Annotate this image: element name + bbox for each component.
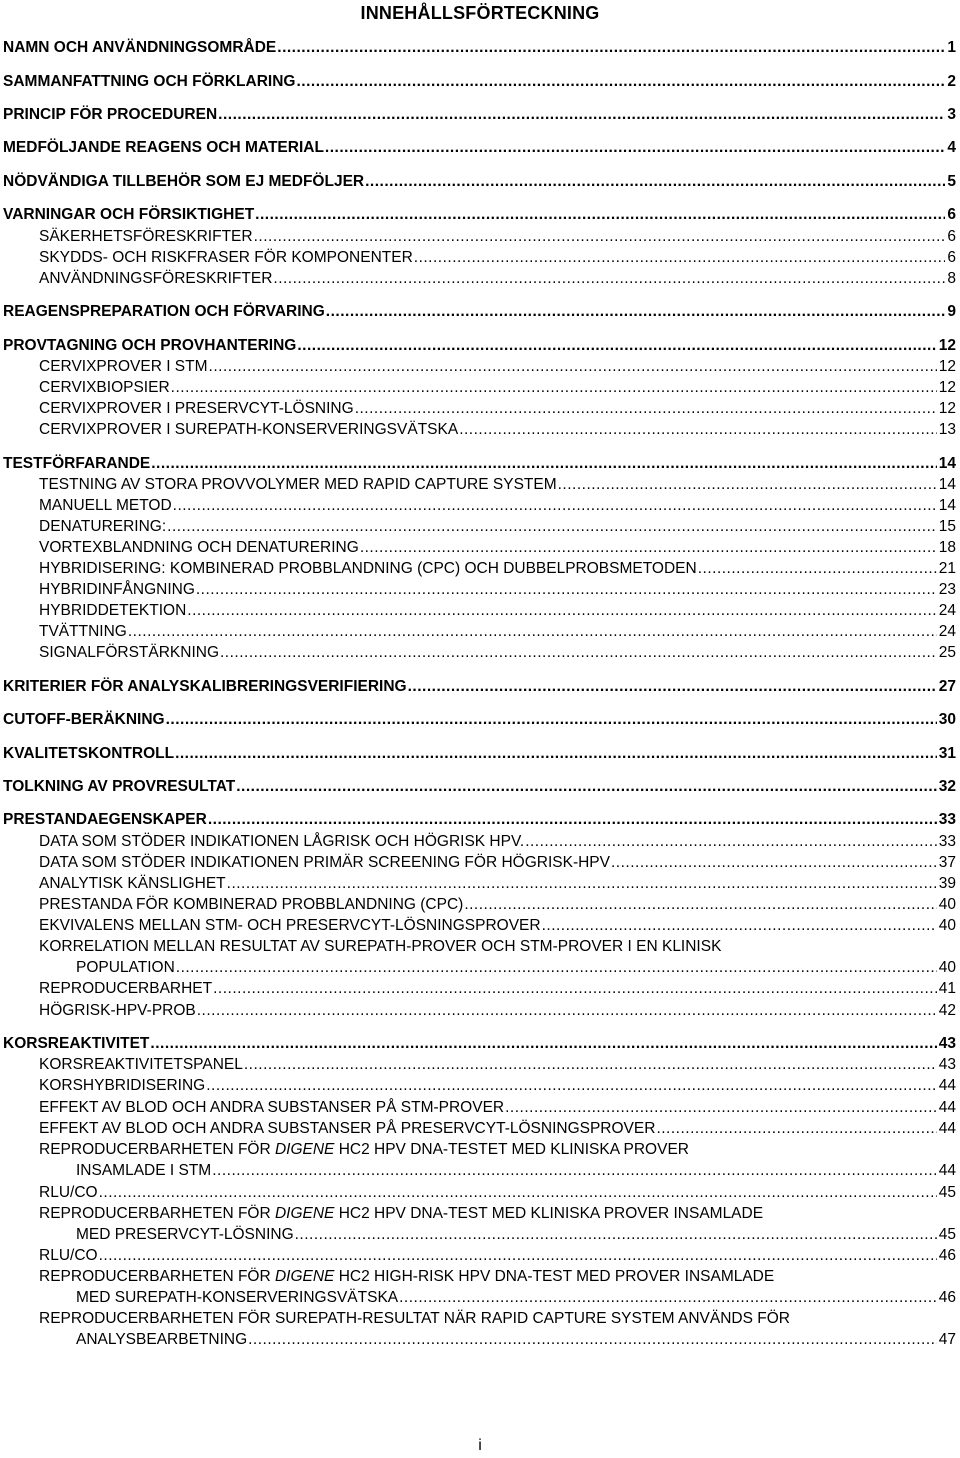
toc-entry-title: KORSREAKTIVITET	[3, 1035, 150, 1052]
toc-leader-dots	[611, 852, 937, 873]
page-title: INNEHÅLLSFÖRTECKNING	[360, 3, 600, 23]
toc-page-number: 40	[938, 896, 956, 913]
toc-page-number: 30	[938, 711, 956, 728]
toc-leader-dots	[173, 495, 937, 516]
toc-entry[interactable]	[3, 743, 956, 764]
toc-entry-title: KORSREAKTIVITETSPANEL	[39, 1056, 243, 1073]
toc-entry[interactable]	[39, 537, 956, 558]
toc-page-number: 6	[947, 206, 956, 223]
toc-entry[interactable]	[39, 558, 956, 579]
toc-page-number: 27	[938, 678, 956, 695]
toc-page-number: 45	[938, 1226, 956, 1243]
toc-page-number: 31	[938, 745, 956, 762]
toc-leader-dots	[414, 247, 946, 268]
toc-leader-dots	[296, 71, 945, 92]
toc-page-number: 42	[938, 1002, 956, 1019]
toc-leader-dots	[128, 621, 937, 642]
toc-leader-dots	[254, 226, 946, 247]
toc-entry-title: REPRODUCERBARHETEN FÖR SUREPATH-RESULTAT NÄR RAPID CAPTURE SYSTEM ANVÄNDS FÖR	[39, 1310, 790, 1327]
toc-leader-dots	[99, 1182, 937, 1203]
toc-entry[interactable]	[3, 171, 956, 192]
toc-leader-dots	[206, 1075, 937, 1096]
toc-leader-dots	[151, 453, 937, 474]
toc-leader-dots	[297, 335, 936, 356]
page-footer-number: i	[478, 1437, 482, 1454]
toc-page-number: 8	[947, 270, 956, 287]
toc-entry-title: CERVIXPROVER I PRESERVCYT-LÖSNING	[39, 400, 354, 417]
toc-entry[interactable]	[39, 226, 956, 247]
toc-entry-title: CERVIXPROVER I STM	[39, 358, 208, 375]
toc-entry[interactable]	[39, 1118, 956, 1139]
toc-entry-title: ANALYSBEARBETNING	[76, 1331, 248, 1348]
toc-leader-dots	[355, 398, 937, 419]
toc-leader-dots	[248, 1329, 937, 1350]
toc-entry[interactable]	[3, 809, 956, 830]
toc-page-number: 44	[938, 1099, 956, 1116]
toc-entry[interactable]	[39, 1097, 956, 1118]
toc-page-number: 1	[947, 39, 956, 56]
toc-page-number: 43	[938, 1035, 956, 1052]
toc-entry[interactable]	[39, 1203, 956, 1245]
toc-entry-title: POPULATION	[76, 959, 175, 976]
toc-entry[interactable]	[39, 1139, 956, 1181]
toc-entry[interactable]	[39, 495, 956, 516]
toc-entry-title: VARNINGAR OCH FÖRSIKTIGHET	[3, 206, 255, 223]
toc-entry-title: INSAMLADE I STM	[76, 1162, 212, 1179]
toc-page-number: 3	[947, 106, 956, 123]
toc-entry[interactable]	[39, 247, 956, 268]
toc-page-number: 37	[938, 854, 956, 871]
toc-page-number: 46	[938, 1289, 956, 1306]
toc-page-number: 14	[938, 497, 956, 514]
toc-entry[interactable]	[39, 915, 956, 936]
toc-entry[interactable]	[39, 894, 956, 915]
toc-entry-title: MEDFÖLJANDE REAGENS OCH MATERIAL	[3, 139, 324, 156]
toc-entry-title: DENATURERING:	[39, 518, 167, 535]
toc-entry-title: PRESTANDAEGENSKAPER	[3, 811, 207, 828]
toc-leader-dots	[236, 776, 937, 797]
toc-entry[interactable]	[3, 1033, 956, 1054]
toc-page-number: 41	[938, 980, 956, 997]
toc-entry-title: SKYDDS- OCH RISKFRASER FÖR KOMPONENTER	[39, 249, 413, 266]
toc-entry-title: EKVIVALENS MELLAN STM- OCH PRESERVCYT-LÖSNINGSPROVER	[39, 917, 541, 934]
toc-leader-dots	[558, 474, 937, 495]
toc-leader-dots	[277, 37, 945, 58]
toc-page-number: 21	[938, 560, 956, 577]
toc-entry[interactable]	[39, 1054, 956, 1075]
toc-entry[interactable]	[3, 776, 956, 797]
toc-entry-title: EFFEKT AV BLOD OCH ANDRA SUBSTANSER PÅ STM-PROVER	[39, 1099, 505, 1116]
toc-entry-title: KVALITETSKONTROLL	[3, 745, 175, 762]
toc-entry-title: SIGNALFÖRSTÄRKNING	[39, 644, 219, 661]
toc-entry-title: CERVIXPROVER I SUREPATH-KONSERVERINGSVÄTSKA	[39, 421, 459, 438]
toc-leader-dots	[175, 743, 937, 764]
toc-entry-title: RLU/CO	[39, 1247, 98, 1264]
toc-page-number: 47	[938, 1331, 956, 1348]
toc-entry[interactable]	[39, 474, 956, 495]
toc-entry[interactable]	[39, 579, 956, 600]
toc-entry[interactable]	[39, 377, 956, 398]
toc-leader-dots	[220, 642, 937, 663]
toc-entry-title: EFFEKT AV BLOD OCH ANDRA SUBSTANSER PÅ PRESERVCYT-LÖSNINGSPROVER	[39, 1120, 656, 1137]
toc-page-number: 39	[938, 875, 956, 892]
toc-entry-title: RLU/CO	[39, 1184, 98, 1201]
toc-entry[interactable]	[39, 936, 956, 978]
toc-entry-title: KRITERIER FÖR ANALYSKALIBRERINGSVERIFIERING	[3, 678, 407, 695]
toc-leader-dots	[525, 831, 937, 852]
toc-leader-dots	[360, 537, 937, 558]
toc-page-number: 13	[938, 421, 956, 438]
toc-leader-dots	[209, 356, 937, 377]
toc-entry[interactable]	[39, 1266, 956, 1308]
toc-entry-title: SAMMANFATTNING OCH FÖRKLARING	[3, 73, 296, 90]
toc-leader-dots	[150, 1033, 936, 1054]
toc-leader-dots	[399, 1287, 937, 1308]
toc-page-number: 2	[947, 73, 956, 90]
toc-entry[interactable]	[39, 516, 956, 537]
toc-entry[interactable]	[39, 268, 956, 289]
toc-page-number: 40	[938, 917, 956, 934]
toc-leader-dots	[408, 676, 937, 697]
toc-page-number: 9	[947, 303, 956, 320]
toc-entry[interactable]	[39, 852, 956, 873]
toc-page-number: 6	[947, 228, 956, 245]
toc-entry-title: MANUELL METOD	[39, 497, 172, 514]
toc-entry[interactable]	[39, 873, 956, 894]
toc-leader-dots	[505, 1097, 937, 1118]
toc-page-number: 12	[938, 358, 956, 375]
toc-leader-dots	[196, 579, 937, 600]
toc-entry-title: REPRODUCERBARHETEN FÖR DIGENE HC2 HPV DNA-TESTET MED KLINISKA PROVER	[39, 1141, 689, 1158]
toc-page-number: 12	[938, 379, 956, 396]
toc-leader-dots	[698, 558, 937, 579]
toc-leader-dots	[656, 1118, 936, 1139]
toc-entry[interactable]	[3, 204, 956, 225]
toc-entry-title: DATA SOM STÖDER INDIKATIONEN LÅGRISK OCH HÖGRISK HPV.	[39, 833, 525, 850]
toc-page-number: 12	[938, 400, 956, 417]
toc-page-number: 46	[938, 1247, 956, 1264]
toc-entry-title: TESTFÖRFARANDE	[3, 455, 151, 472]
toc-entry-title: SÄKERHETSFÖRESKRIFTER	[39, 228, 253, 245]
toc-entry-title: TOLKNING AV PROVRESULTAT	[3, 778, 236, 795]
toc-entry[interactable]	[3, 453, 956, 474]
toc-entry[interactable]	[3, 104, 956, 125]
toc-entry-title: PRINCIP FÖR PROCEDUREN	[3, 106, 218, 123]
toc-page-number: 24	[938, 623, 956, 640]
toc-entry[interactable]	[3, 71, 956, 92]
toc-entry-title: PROVTAGNING OCH PROVHANTERING	[3, 337, 297, 354]
toc-leader-dots	[171, 377, 937, 398]
toc-entry-title: ANVÄNDNINGSFÖRESKRIFTER	[39, 270, 273, 287]
toc-entry-title: DATA SOM STÖDER INDIKATIONEN PRIMÄR SCREENING FÖR HÖGRISK-HPV	[39, 854, 610, 871]
toc-page-number: 44	[938, 1077, 956, 1094]
toc-entry-title: REPRODUCERBARHETEN FÖR DIGENE HC2 HPV DNA-TEST MED KLINISKA PROVER INSAMLADE	[39, 1205, 764, 1222]
toc-entry-title: NAMN OCH ANVÄNDNINGSOMRÅDE	[3, 39, 277, 56]
toc-entry[interactable]	[39, 419, 956, 440]
toc-leader-dots	[187, 600, 936, 621]
toc-entry-title: HÖGRISK-HPV-PROB	[39, 1002, 196, 1019]
toc-leader-dots	[176, 957, 937, 978]
toc-leader-dots	[365, 171, 945, 192]
toc-entry[interactable]	[39, 621, 956, 642]
toc-leader-dots	[212, 1160, 937, 1181]
toc-entry[interactable]	[3, 37, 956, 58]
toc-page-number: 24	[938, 602, 956, 619]
toc-leader-dots	[167, 516, 937, 537]
toc-page-number: 6	[947, 249, 956, 266]
toc-page-number: 14	[938, 476, 956, 493]
toc-entry-title: KORRELATION MELLAN RESULTAT AV SUREPATH-PROVER OCH STM-PROVER I EN KLINISK	[39, 938, 722, 955]
toc-entry[interactable]	[3, 301, 956, 322]
toc-leader-dots	[459, 419, 937, 440]
toc-page-number: 18	[938, 539, 956, 556]
toc-entry[interactable]	[39, 1245, 956, 1266]
toc-page-number: 5	[947, 173, 956, 190]
toc-page-number: 44	[938, 1162, 956, 1179]
toc-entry-title: TESTNING AV STORA PROVVOLYMER MED RAPID CAPTURE SYSTEM	[39, 476, 557, 493]
toc-page-number: 23	[938, 581, 956, 598]
toc-entry-title: CERVIXBIOPSIER	[39, 379, 170, 396]
toc-entry[interactable]	[39, 1182, 956, 1203]
toc-page-number: 12	[938, 337, 956, 354]
toc-entry-title: REAGENSPREPARATION OCH FÖRVARING	[3, 303, 325, 320]
toc-leader-dots	[295, 1224, 937, 1245]
toc-entry-title: CUTOFF-BERÄKNING	[3, 711, 165, 728]
toc-leader-dots	[244, 1054, 937, 1075]
toc-leader-dots	[542, 915, 937, 936]
toc-entry[interactable]	[39, 831, 956, 852]
toc-page-number: 32	[938, 778, 956, 795]
toc-entry-title: TVÄTTNING	[39, 623, 127, 640]
toc-leader-dots	[218, 104, 945, 125]
toc-entry[interactable]	[39, 398, 956, 419]
toc-entry[interactable]	[39, 978, 956, 999]
toc-entry-title: PRESTANDA FÖR KOMBINERAD PROBBLANDNING (CPC)	[39, 896, 464, 913]
toc-page-number: 44	[938, 1120, 956, 1137]
toc-entry-title: ANALYTISK KÄNSLIGHET	[39, 875, 226, 892]
toc-page-number: 45	[938, 1184, 956, 1201]
toc-entry-title: MED SUREPATH-KONSERVERINGSVÄTSKA	[76, 1289, 399, 1306]
toc-leader-dots	[166, 709, 937, 730]
toc-entry[interactable]	[3, 676, 956, 697]
toc-page-number: 14	[938, 455, 956, 472]
toc-page-number: 43	[938, 1056, 956, 1073]
toc-entry-title: NÖDVÄNDIGA TILLBEHÖR SOM EJ MEDFÖLJER	[3, 173, 365, 190]
toc-entry[interactable]	[39, 642, 956, 663]
toc-leader-dots	[326, 301, 946, 322]
toc-leader-dots	[213, 978, 937, 999]
toc-entry-title: VORTEXBLANDNING OCH DENATURERING	[39, 539, 359, 556]
toc-page-number: 4	[947, 139, 956, 156]
toc-entry-title: REPRODUCERBARHET	[39, 980, 213, 997]
toc-entry[interactable]	[39, 1000, 956, 1021]
toc-leader-dots	[273, 268, 945, 289]
toc-leader-dots	[99, 1245, 937, 1266]
toc-entry[interactable]	[39, 600, 956, 621]
toc-entry[interactable]	[3, 137, 956, 158]
toc-leader-dots	[255, 204, 945, 225]
toc-page-number: 25	[938, 644, 956, 661]
toc-leader-dots	[325, 137, 945, 158]
toc-leader-dots	[197, 1000, 937, 1021]
toc-leader-dots	[227, 873, 937, 894]
toc-leader-dots	[464, 894, 936, 915]
toc-entry-title: HYBRIDDETEKTION	[39, 602, 187, 619]
toc-page-number: 15	[938, 518, 956, 535]
toc-entry-title: HYBRIDISERING: KOMBINERAD PROBBLANDNING (CPC) OCH DUBBELPROBSMETODEN	[39, 560, 697, 577]
toc-page-number: 33	[938, 811, 956, 828]
toc-entry-title: MED PRESERVCYT-LÖSNING	[76, 1226, 294, 1243]
toc-entry-title: REPRODUCERBARHETEN FÖR DIGENE HC2 HIGH-RISK HPV DNA-TEST MED PROVER INSAMLADE	[39, 1268, 775, 1285]
toc-entry[interactable]	[39, 1308, 956, 1350]
toc-entry[interactable]	[3, 335, 956, 356]
toc-entry-title: KORSHYBRIDISERING	[39, 1077, 206, 1094]
toc-entry[interactable]	[39, 356, 956, 377]
toc-page-number: 33	[938, 833, 956, 850]
toc-leader-dots	[208, 809, 937, 830]
toc-entry-title: HYBRIDINFÅNGNING	[39, 581, 195, 598]
toc-entry[interactable]	[3, 709, 956, 730]
toc-entry[interactable]	[39, 1075, 956, 1096]
toc-page-number: 40	[938, 959, 956, 976]
